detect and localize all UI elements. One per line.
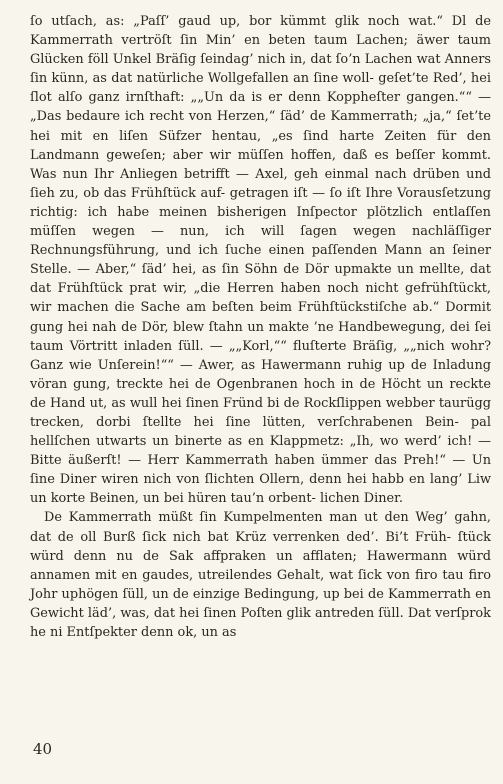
paragraph-2: De Kammerrath müßt ſin Kumpelmenten man ut den Weg’ gahn, dat de oll Burß ſick nich bat Krüz verrenken ded’. Bi’t Früh- ſtück würd denn nu de Sak affpraken un afflaten; Hawermann würd annamen mit en gaudes, utreilendes Gehalt, wat ſick von firo tau firo Johr uphögen ſüll, un de einzige Bedingung, up bei de Kammerrath en Gewicht läd’, was, dat hei ſinen Poſten glik antreden ſüll. Dat verſprok he ni Entſpekter denn ok, un as [30,510,491,640]
paragraph-1: ſo utſach, as: „Paſſ’ gaud up, bor kümmt glik noch wat.“ Dl de Kammerrath vertröſt ſin Min’ en beten taum Lachen; äwer taum Glücken föll Unkel Bräſig ſeindag’ nich in, dat ſo’n Lachen wat Anners ſin künn, as dat natürliche Wollgefallen an ſine woll- geſet’te Red’, hei ſlot alſo ganz irnſthaft: „„Un da is er denn Koppheſter gangen.““ — „Das bedaure ich recht von Herzen,“ ſäd’ de Kammerrath; „ja,“ ſet’te hei mit en liſen Süfzer hentau, „es ſind harte Zeiten für den Landmann geweſen; aber wir müſſen hoffen, daß es beſſer kommt. Was nun Ihr Anliegen betrifft — Axel, geh einmal nach drüben und ſieh zu, ob das Frühſtück auf- getragen iſt — ſo iſt Ihre Vorausſetzung richtig: ich habe meinen bisherigen Inſpector plötzlich entlaſſen müſſen wegen — nun, ich will ſagen wegen nachläſſiger Rechnungsführung, und ich ſuche einen paſſenden Mann an ſeiner Stelle. — Aber,“ ſäd’ hei, as ſin Söhn de Dör upmakte un mellte, dat dat Frühſtück prat wir, „die Herren haben noch nicht gefrühſtückt, wir machen die Sache am beſten beim Frühſtückstiſche ab.“ Dormit gung hei nah de Dör, blew ſtahn un makte ’ne Handbewegung, dei ſei taum Vörtritt inladen ſüll. — „„Korl,““ fluſterte Bräſig, „„nich wohr? Ganz wie Unſerein!““ — Awer, as Hawermann ruhig up de Inladung vöran gung, treckte hei de Ogenbranen hoch in de Höcht un reckte de Hand ut, as wull hei ſinen Fründ bi de Rockſlippen webber taurügg trecken, dorbi ſtellte hei ſine lütten, verſchrabenen Bein- pal hellſchen utwarts un binerte as en Klappmetz: „Ih, wo werd’ ich! — Bitte äußerſt! — Herr Kammerrath haben ümmer das Preh!“ — Un ſine Diner wiren nich von ſlichten Ollern, denn hei habb en lang’ Liw un korte Beinen, un bei hüren tau’n orbent- lichen Diner. [30,14,491,507]
page-number: 40 [33,740,53,758]
body-text [30,12,491,642]
